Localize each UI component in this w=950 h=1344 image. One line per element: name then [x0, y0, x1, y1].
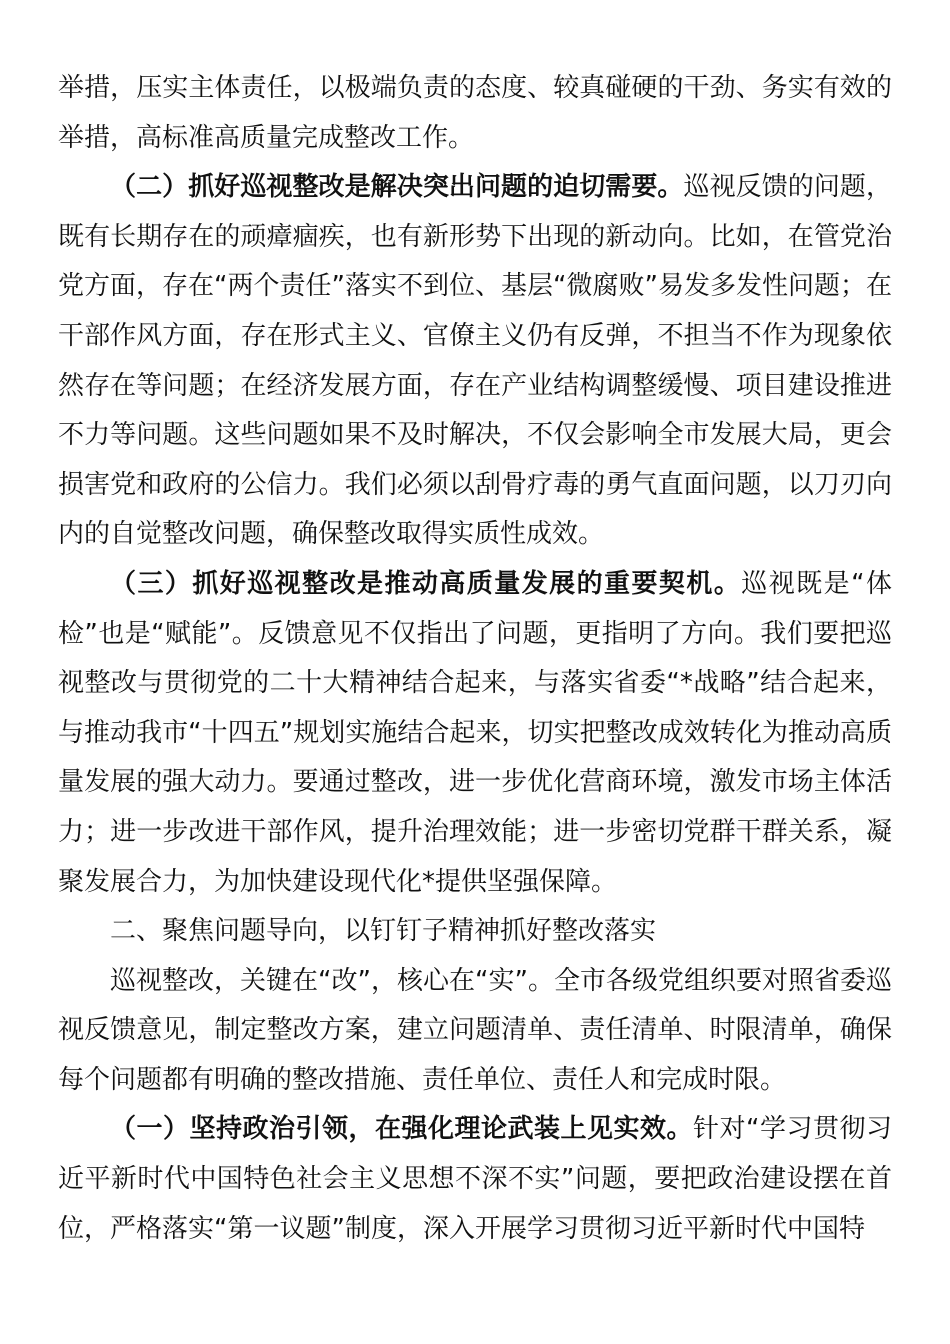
paragraph-section-2-2: [58, 163, 892, 560]
paragraph-section-2-3: [58, 560, 892, 907]
paragraph-continuation: [58, 64, 892, 163]
paragraph-text: 巡视反馈的问题，既有长期存在的顽瘴痼疾，也有新形势下出现的新动向。比如，在管党治党方面，存在“两个责任”落实不到位、基层“微腐败”易发多发性问题；在干部作风方面，存在形式主义、官僚主义仍有反弹，不担当不作为现象依然存在等问题；在经济发展方面，存在产业结构调整缓慢、项目建设推进不力等问题。这些问题如果不及时解决，不仅会影响全市发展大局，更会损害党和政府的公信力。我们必须以刮骨疗毒的勇气直面问题，以刀刃向内的自觉整改问题，确保整改取得实质性成效。: [58, 172, 892, 550]
paragraph-text: 巡视整改，关键在“改”，核心在“实”。全市各级党组织要对照省委巡视反馈意见，制定整改方案，建立问题清单、责任清单、时限清单，确保每个问题都有明确的整改措施、责任单位、责任人和完成时限。: [58, 965, 892, 1095]
paragraph-heading: （三）抓好巡视整改是推动高质量发展的重要契机。: [110, 568, 742, 599]
paragraph-text: 举措，压实主体责任，以极端负责的态度、较真碰硬的干劲、务实有效的举措，高标准高质量完成整改工作。: [58, 73, 892, 153]
paragraph-heading: （一）坚持政治引领，在强化理论武装上见实效。: [110, 1114, 694, 1145]
section-heading-text: 二、聚焦问题导向，以钉钉子精神抓好整改落实: [110, 916, 657, 947]
paragraph-subsection-1: [58, 1105, 892, 1254]
paragraph-text: 巡视既是“体检”也是“赋能”。反馈意见不仅指出了问题，更指明了方向。我们要把巡视整改与贯彻党的二十大精神结合起来，与落实省委“*战略”结合起来，与推动我市“十四五”规划实施结合起来，切实把整改成效转化为推动高质量发展的强大动力。要通过整改，进一步优化营商环境，激发市场主体活力；进一步改进干部作风，提升治理效能；进一步密切党群干群关系，凝聚发展合力，为加快建设现代化*提供坚强保障。: [58, 568, 892, 897]
document-body: [58, 64, 892, 1254]
paragraph-heading: （二）抓好巡视整改是解决突出问题的迫切需要。: [110, 172, 684, 203]
paragraph-text: 针对“学习贯彻习近平新时代中国特色社会主义思想不深不实”问题，要把政治建设摆在首位，严格落实“第一议题”制度，深入开展学习贯彻习近平新时代中国特: [58, 1114, 892, 1244]
section-heading: [58, 907, 892, 957]
paragraph-intro: [58, 957, 892, 1106]
